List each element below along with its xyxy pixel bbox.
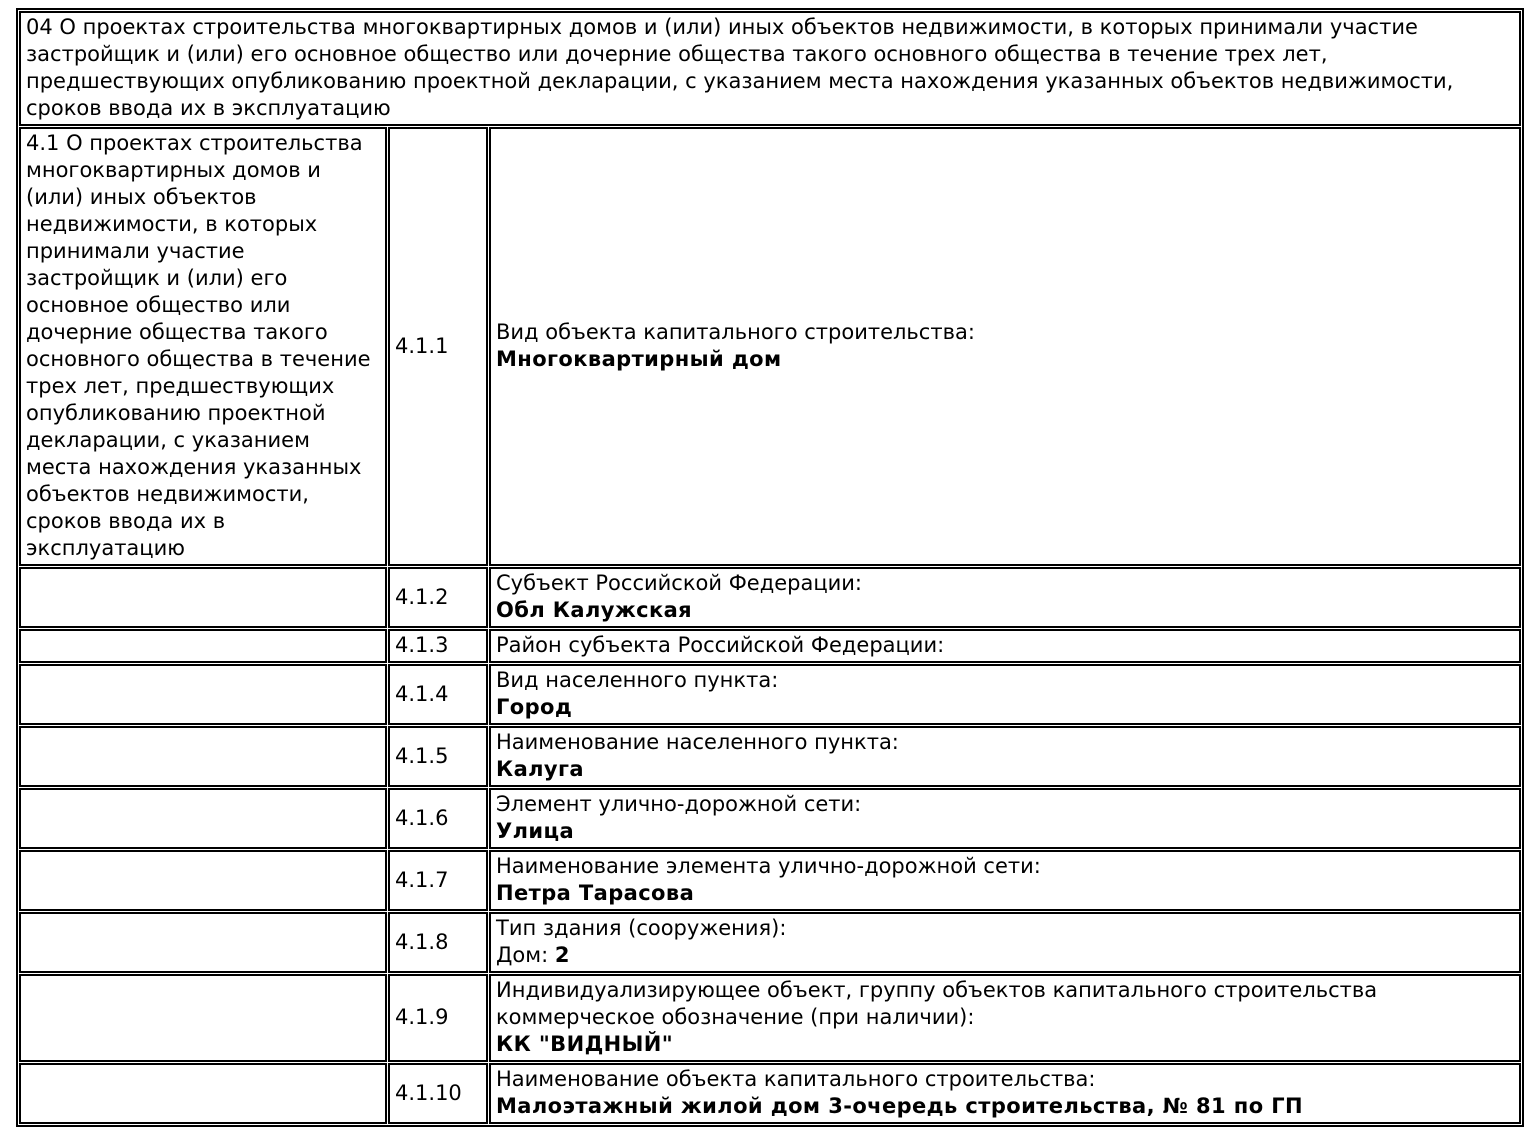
row-code: 4.1.9: [388, 974, 488, 1062]
empty-cell: [19, 788, 387, 849]
table-row: [19, 974, 1521, 1062]
field-value: Калуга: [496, 757, 584, 781]
content-cell: [489, 567, 1521, 628]
section-header: 04 О проектах строительства многоквартирных домов и (или) иных объектов недвижимости, в которых принимали участие застройщик и (или) его основное общество или дочерние общества такого основного общества в течение трех лет, предшествующих опубликованию проектной декларации, с указанием места нахождения указанных объектов недвижимости, сроков ввода их в эксплуатацию: [19, 11, 1521, 126]
table-row: [19, 726, 1521, 787]
table-row: [19, 664, 1521, 725]
empty-cell: [19, 1063, 387, 1124]
content-cell: [489, 629, 1521, 663]
empty-cell: [19, 974, 387, 1062]
field-value: КК "ВИДНЫЙ": [496, 1032, 674, 1056]
empty-cell: [19, 567, 387, 628]
field-label: Наименование населенного пункта:: [496, 730, 899, 754]
field-value: Петра Тарасова: [496, 881, 695, 905]
field-label: Наименование элемента улично-дорожной сети:: [496, 854, 1041, 878]
row-code: 4.1.10: [388, 1063, 488, 1124]
table-row: [19, 567, 1521, 628]
field-value: Обл Калужская: [496, 598, 693, 622]
empty-cell: [19, 850, 387, 911]
table-row: [19, 912, 1521, 973]
field-value-line: [496, 1093, 1514, 1120]
field-value: 2: [554, 943, 570, 967]
row-code: 4.1.3: [388, 629, 488, 663]
field-value-line: [496, 1031, 1514, 1058]
content-cell: [489, 726, 1521, 787]
section-item-description: 4.1 О проектах строительства многоквартирных домов и (или) иных объектов недвижимости, в которых принимали участие застройщик и (или) его основное общество или дочерние общества такого основного общества в течение трех лет, предшествующих опубликованию проектной декларации, с указанием места нахождения указанных объектов недвижимости, сроков ввода их в эксплуатацию: [19, 127, 387, 566]
table-row: [19, 850, 1521, 911]
row-code: 4.1.6: [388, 788, 488, 849]
field-label: Элемент улично-дорожной сети:: [496, 792, 862, 816]
empty-cell: [19, 726, 387, 787]
row-code: 4.1.5: [388, 726, 488, 787]
field-value-line: [496, 346, 1514, 373]
field-label: Вид населенного пункта:: [496, 668, 779, 692]
field-value-line: [496, 880, 1514, 907]
row-code: 4.1.1: [388, 127, 488, 566]
field-value: Город: [496, 695, 573, 719]
row-code: 4.1.4: [388, 664, 488, 725]
content-cell: [489, 788, 1521, 849]
content-cell: [489, 127, 1521, 566]
field-label: Вид объекта капитального строительства:: [496, 320, 975, 344]
content-cell: [489, 912, 1521, 973]
empty-cell: [19, 629, 387, 663]
table-row: [19, 1063, 1521, 1124]
field-value: Малоэтажный жилой дом 3-очередь строительства, № 81 по ГП: [496, 1094, 1303, 1118]
field-value-line: [496, 942, 1514, 969]
field-label: Индивидуализирующее объект, группу объектов капитального строительства коммерческое обозначение (при наличии):: [496, 978, 1378, 1029]
field-value-prefix: Дом:: [496, 943, 555, 967]
field-label: Район субъекта Российской Федерации:: [496, 633, 945, 657]
field-value: Улица: [496, 819, 575, 843]
field-value-line: [496, 818, 1514, 845]
field-value-line: [496, 694, 1514, 721]
row-code: 4.1.8: [388, 912, 488, 973]
content-cell: [489, 850, 1521, 911]
field-label: Тип здания (сооружения):: [496, 916, 787, 940]
field-label: Субъект Российской Федерации:: [496, 571, 862, 595]
empty-cell: [19, 912, 387, 973]
row-code: 4.1.7: [388, 850, 488, 911]
field-value: Многоквартирный дом: [496, 347, 782, 371]
section-header-row: [19, 11, 1521, 126]
content-cell: [489, 664, 1521, 725]
table-row: [19, 127, 1521, 566]
content-cell: [489, 1063, 1521, 1124]
field-value-line: [496, 756, 1514, 783]
field-label: Наименование объекта капитального строительства:: [496, 1067, 1096, 1091]
field-value-line: [496, 597, 1514, 624]
row-code: 4.1.2: [388, 567, 488, 628]
table-row: [19, 788, 1521, 849]
table-row: [19, 629, 1521, 663]
empty-cell: [19, 664, 387, 725]
content-cell: [489, 974, 1521, 1062]
project-declaration-table: [16, 8, 1524, 1127]
